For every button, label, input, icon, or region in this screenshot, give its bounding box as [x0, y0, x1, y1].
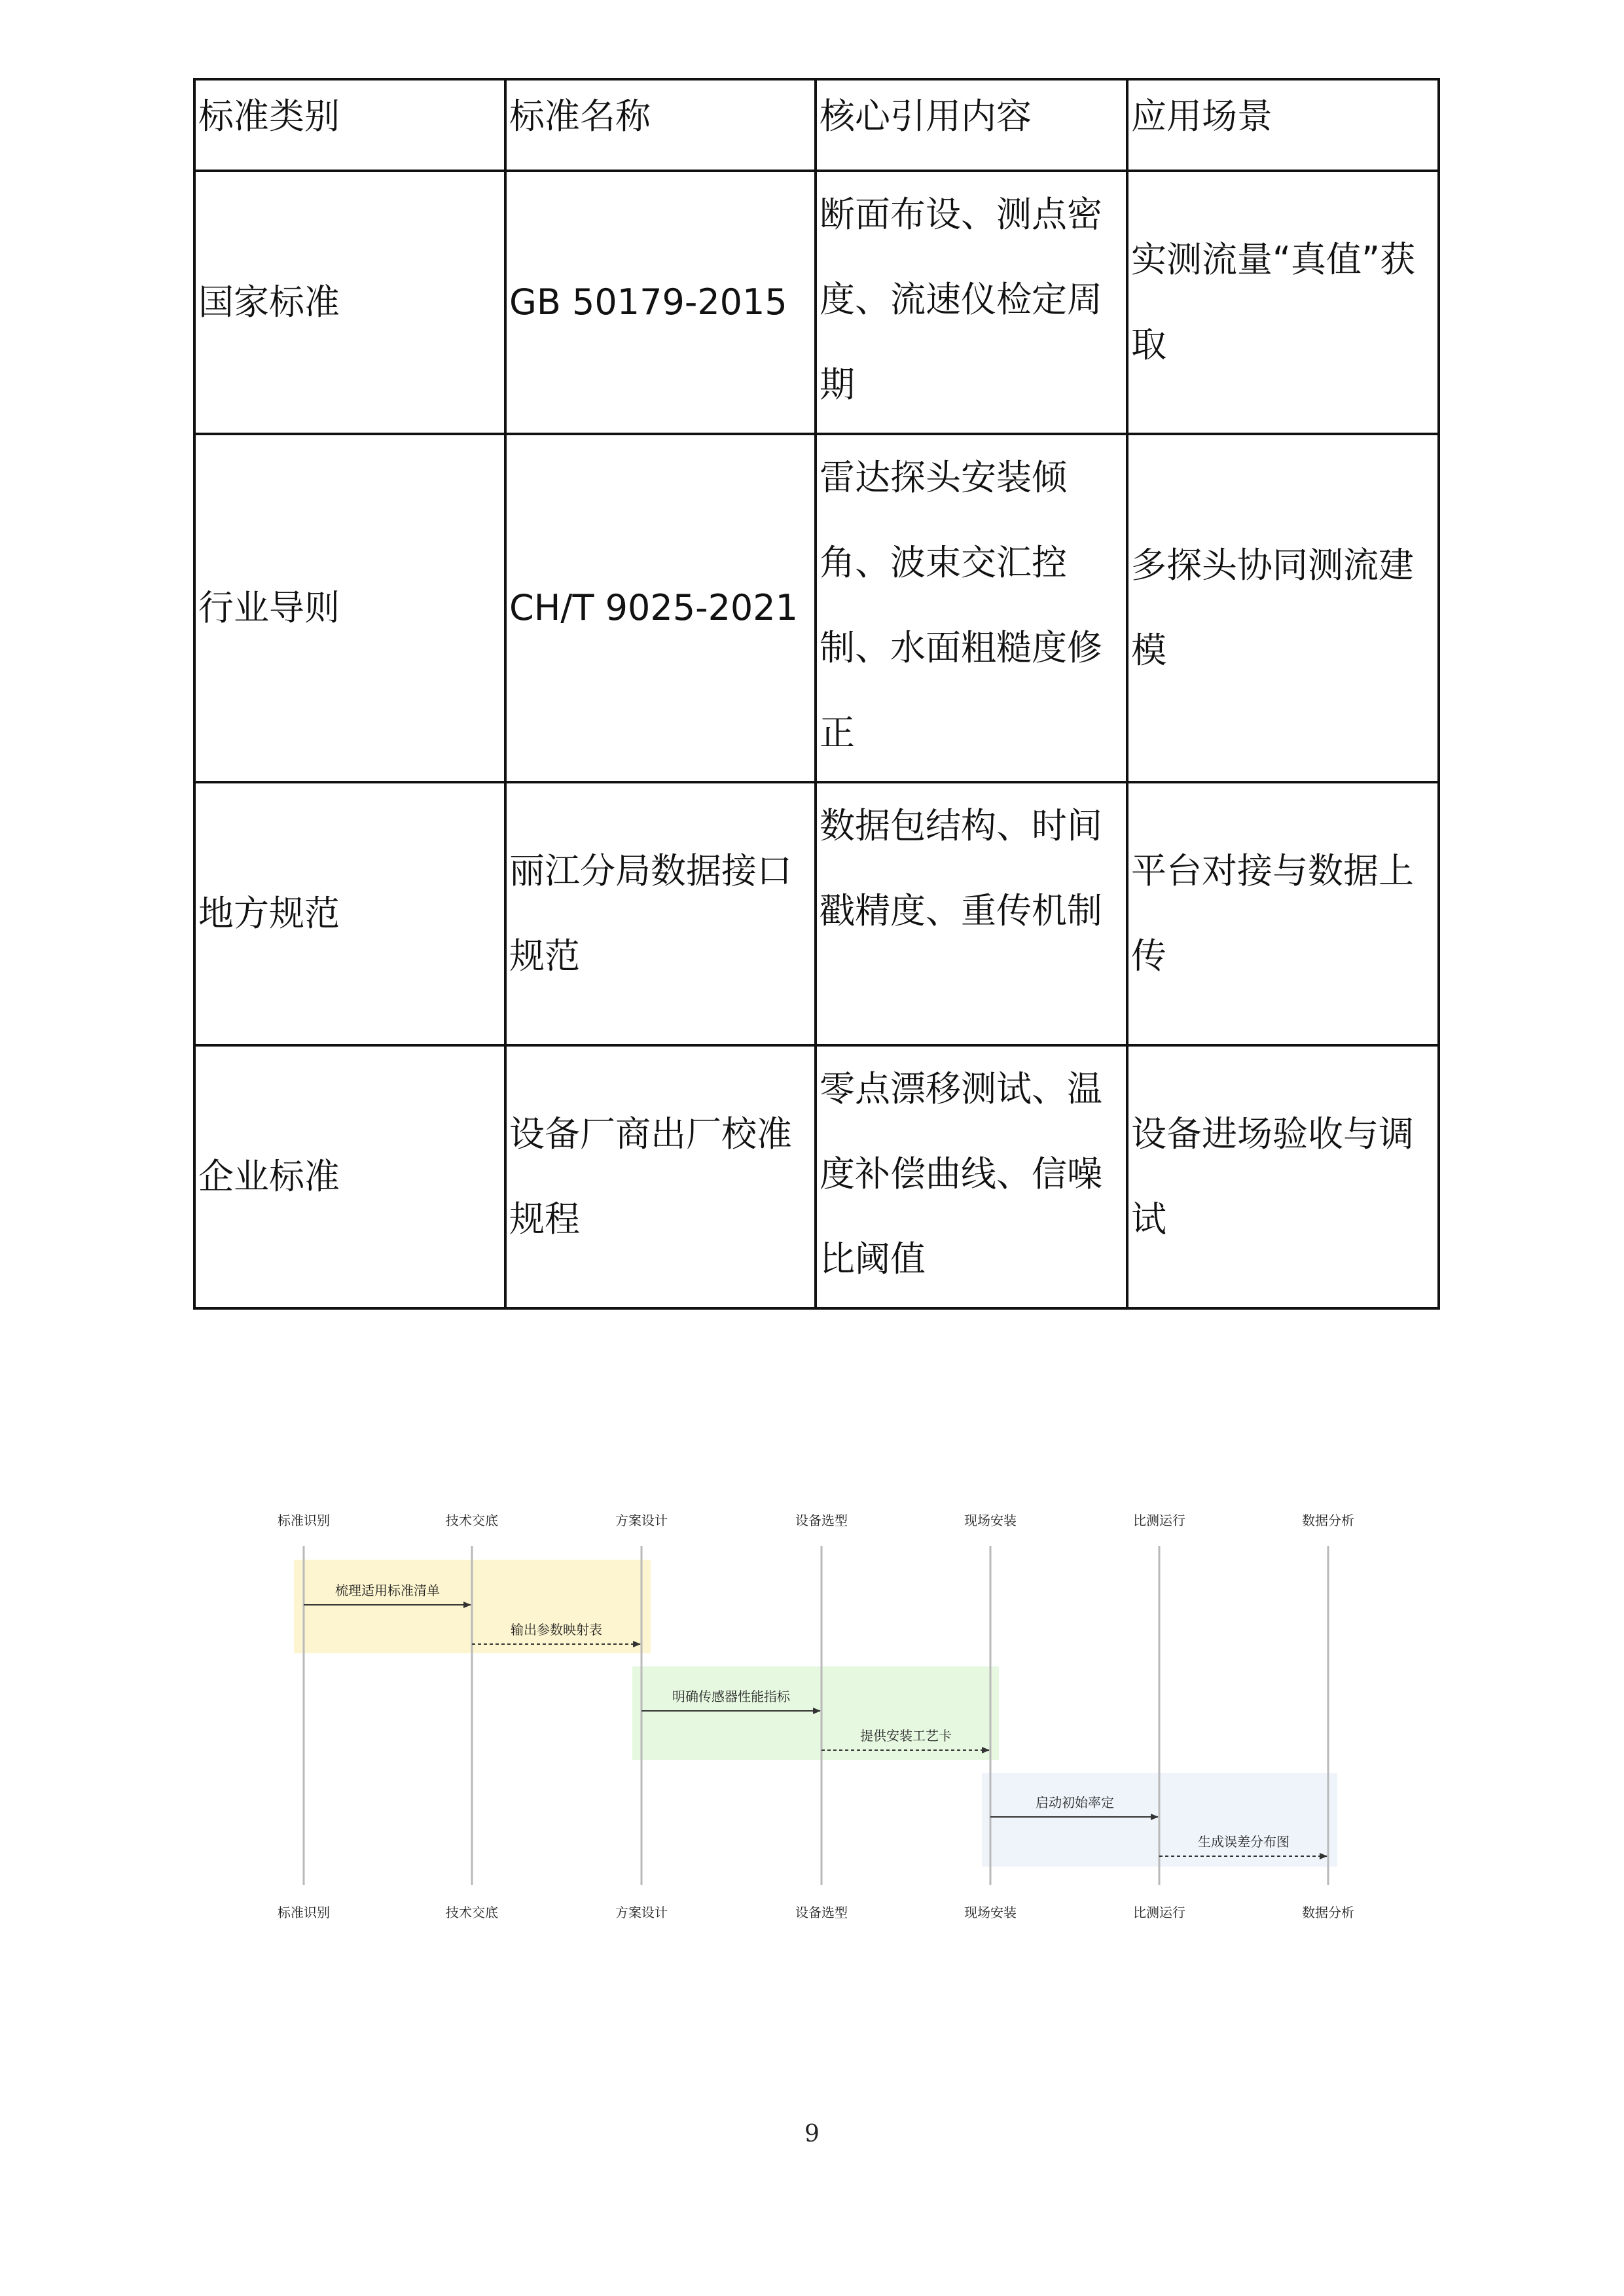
participant-top-standards: 标准识别: [278, 1513, 330, 1528]
participant-top-comparison: 比测运行: [1133, 1513, 1185, 1528]
message-label: 梳理适用标准清单: [335, 1583, 440, 1598]
participant-bottom-comparison: 比测运行: [1133, 1905, 1185, 1920]
cell-category: 国家标准: [194, 171, 505, 434]
cell-category: 企业标准: [194, 1045, 505, 1308]
participant-bottom-standards: 标准识别: [278, 1905, 330, 1920]
page-number: 9: [804, 2121, 820, 2147]
participant-bottom-install: 现场安装: [964, 1905, 1017, 1920]
participant-top-briefing: 技术交底: [446, 1513, 498, 1528]
participant-bottom-design: 方案设计: [615, 1905, 668, 1920]
message-label: 明确传感器性能指标: [672, 1689, 790, 1704]
message-label: 启动初始率定: [1036, 1795, 1114, 1810]
cell-category: 行业导则: [194, 434, 505, 782]
cell-name: 丽江分局数据接口规范: [505, 782, 816, 1045]
cell-name: 设备厂商出厂校准规程: [505, 1045, 816, 1308]
participant-top-design: 方案设计: [615, 1513, 668, 1528]
participant-bottom-briefing: 技术交底: [446, 1905, 498, 1920]
cell-name: CH/T 9025-2021: [505, 434, 816, 782]
header-scenario: 应用场景: [1127, 79, 1439, 171]
cell-scenario: 多探头协同测流建模: [1127, 434, 1439, 782]
message-label: 提供安装工艺卡: [860, 1728, 952, 1744]
participant-bottom-selection: 设备选型: [795, 1905, 848, 1920]
participant-top-install: 现场安装: [964, 1513, 1017, 1528]
participant-top-selection: 设备选型: [795, 1513, 848, 1528]
cell-content: 断面布设、测点密度、流速仪检定周期: [816, 171, 1127, 434]
message-label: 输出参数映射表: [511, 1622, 602, 1638]
cell-scenario: 实测流量“真值”获取: [1127, 171, 1439, 434]
cell-content: 数据包结构、时间戳精度、重传机制: [816, 782, 1127, 1045]
header-category: 标准类别: [194, 79, 505, 171]
cell-name: GB 50179-2015: [505, 171, 816, 434]
cell-category: 地方规范: [194, 782, 505, 1045]
participant-bottom-analysis: 数据分析: [1302, 1905, 1354, 1920]
participant-top-analysis: 数据分析: [1302, 1513, 1354, 1528]
cell-scenario: 设备进场验收与调试: [1127, 1045, 1439, 1308]
phase-block-design: [632, 1666, 999, 1760]
message-label: 生成误差分布图: [1198, 1834, 1290, 1850]
header-name: 标准名称: [505, 79, 816, 171]
cell-scenario: 平台对接与数据上传: [1127, 782, 1439, 1045]
header-content: 核心引用内容: [816, 79, 1127, 171]
cell-content: 零点漂移测试、温度补偿曲线、信噪比阈值: [816, 1045, 1127, 1308]
cell-content: 雷达探头安装倾角、波束交汇控制、水面粗糙度修正: [816, 434, 1127, 782]
